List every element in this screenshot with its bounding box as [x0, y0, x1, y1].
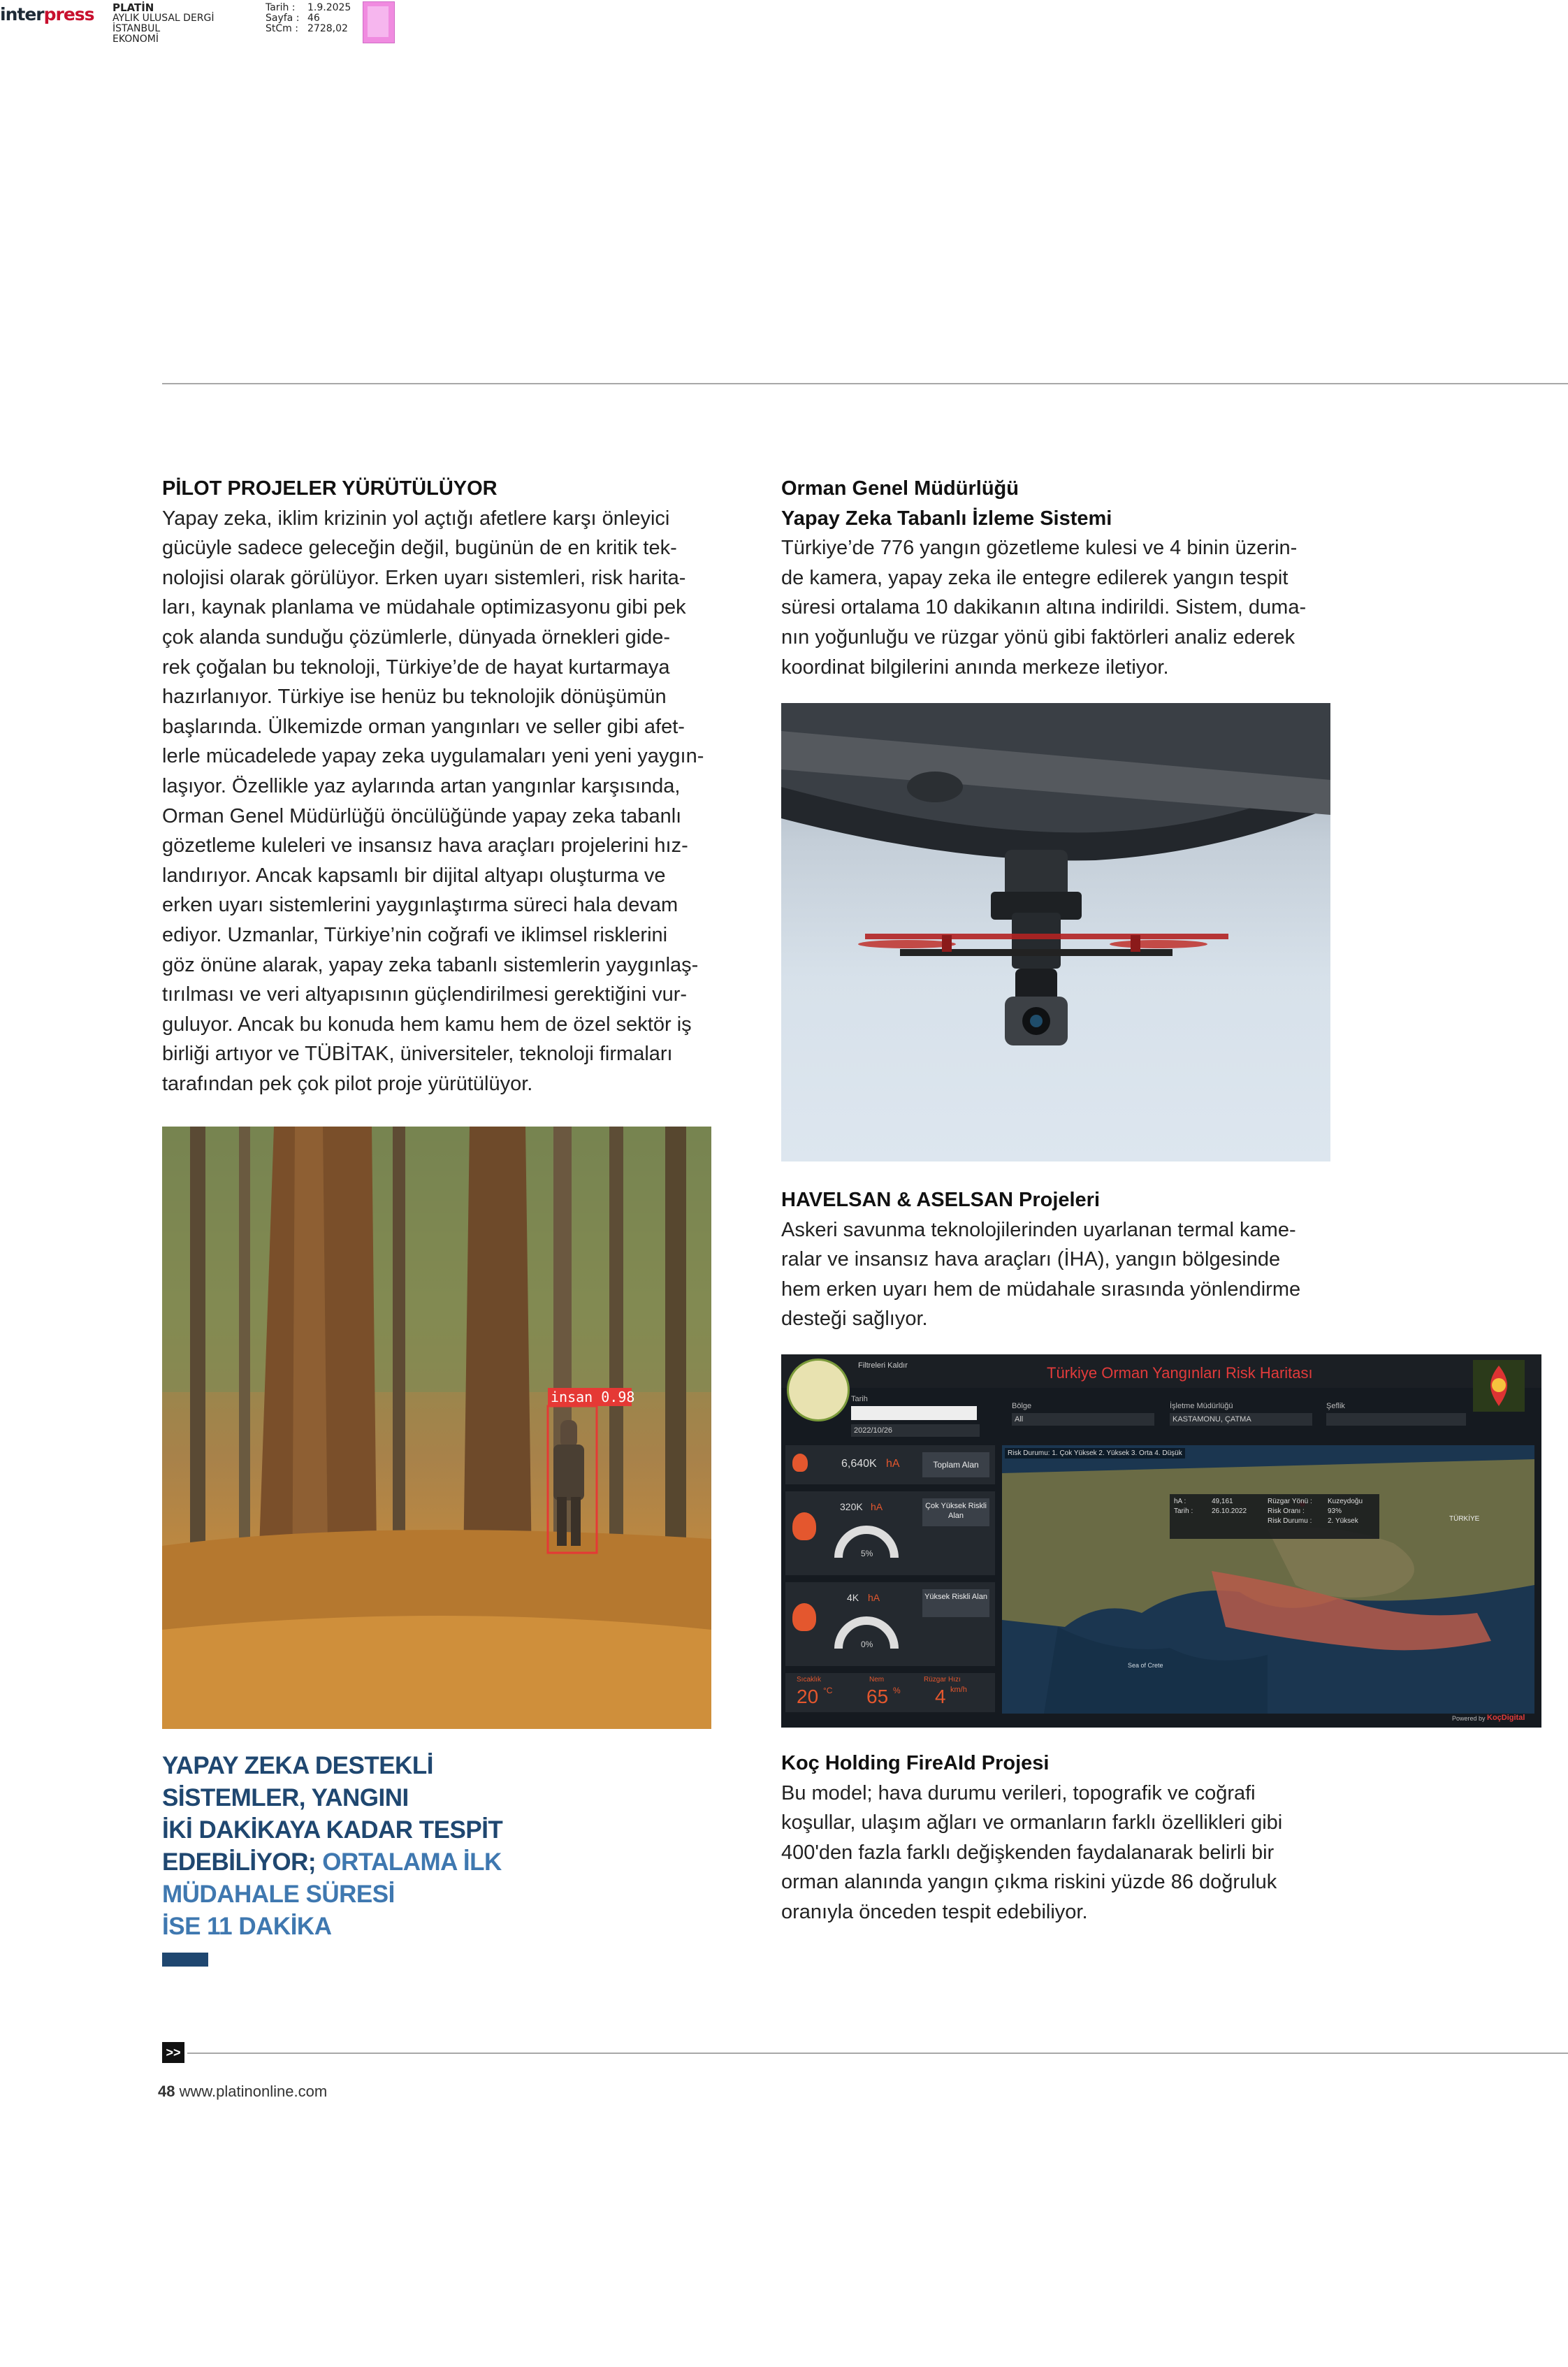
detection-label: insan 0.98 — [551, 1389, 635, 1405]
stcm-label: StCm : — [266, 23, 298, 34]
text-line: Yapay zeka, iklim krizinin yol açtığı afetlere karşı önleyici — [162, 507, 670, 530]
date-filter-label: Tarih — [851, 1395, 868, 1403]
text-line: ralar ve insansız hava araçları (İHA), yangın bölgesinde — [781, 1248, 1281, 1271]
date-filter-input[interactable] — [851, 1406, 977, 1420]
left-article-column — [162, 474, 714, 1099]
drone-illustration — [781, 703, 1330, 1161]
ogm-body-text — [781, 533, 1340, 682]
text-line: orman alanında yangın çıkma riskini yüzde 86 doğruluk — [781, 1871, 1277, 1894]
ogm-section — [781, 474, 1340, 682]
text-line: başlarında. Ülkemizde orman yangınları ve seller gibi afet- — [162, 715, 685, 738]
text-line: gözetleme kuleleri ve insansız hava araçları projelerini hız- — [162, 834, 688, 857]
clipping-meta-labels — [266, 3, 299, 34]
page-label: Sayfa : — [266, 13, 300, 24]
fire-icon — [792, 1603, 816, 1631]
fire-icon — [792, 1512, 816, 1540]
text-line: de kamera, yapay zeka ile entegre edilerek yangın tespit — [781, 566, 1288, 589]
filters-clear[interactable]: Filtreleri Kaldır — [858, 1361, 908, 1370]
koc-section — [781, 1749, 1340, 1927]
page-value: 46 — [307, 13, 320, 24]
text-line: tarafından pek çok pilot proje yürütülüyor. — [162, 1072, 533, 1095]
text-line: lerle mücadelede yapay zeka uygulamaları yeni yeni yaygın- — [162, 745, 704, 768]
page-thumbnail — [363, 1, 395, 43]
text-line: oranıyla önceden tespit edebiliyor. — [781, 1900, 1088, 1923]
text-line: ları, kaynak planlama ve müdahale optimizasyonu gibi pek — [162, 596, 686, 619]
text-line: çok alanda sunduğu çözümlerle, dünyada örnekleri gide- — [162, 625, 671, 649]
page-number: 48 — [158, 2083, 175, 2100]
havelsan-body-text — [781, 1215, 1340, 1334]
date-filter-value[interactable]: 2022/10/26 — [851, 1424, 980, 1437]
footer-rule — [187, 2053, 1568, 2054]
date-value: 1.9.2025 — [307, 2, 351, 13]
text-line: hem erken uyarı hem de müdahale sırasında yönlendirme — [781, 1277, 1301, 1301]
weather-strip: Sıcaklık 20 °C Nem 65 % Rüzgar Hızı 4 km/h — [785, 1673, 995, 1712]
stat-high-risk: 4K hA 0% Yüksek Riskli Alan — [785, 1582, 995, 1666]
satellite-map[interactable] — [1002, 1445, 1534, 1714]
region-filter-label: Bölge — [1012, 1402, 1032, 1410]
clipping-publication-info — [112, 3, 215, 45]
top-rule — [162, 383, 1568, 384]
ogm-heading-line1: Orman Genel Müdürlüğü — [781, 477, 1019, 500]
publication-name: PLATİN — [112, 1, 154, 14]
section-heading-pilot: PİLOT PROJELER YÜRÜTÜLÜYOR — [162, 477, 498, 500]
kocdigital-brand: KoçDigital — [1487, 1714, 1525, 1722]
text-line: ediyor. Uzmanlar, Türkiye’nin coğrafi ve iklimsel risklerini — [162, 923, 668, 946]
text-line: süresi ortalama 10 dakikanın altına indirildi. Sistem, duma- — [781, 596, 1307, 619]
footer-page-info — [158, 2083, 327, 2101]
text-line: gücüyle sadece geleceğin değil, bugünün de en kritik tek- — [162, 537, 677, 560]
risk-map-dashboard — [781, 1354, 1541, 1728]
dashboard-title: Türkiye Orman Yangınları Risk Haritası — [1047, 1364, 1313, 1382]
region-filter[interactable]: All — [1012, 1413, 1154, 1426]
risk-legend: Risk Durumu: 1. Çok Yüksek 2. Yüksek 3. Orta 4. Düşük — [1005, 1448, 1185, 1458]
koc-heading: Koç Holding FireAId Projesi — [781, 1752, 1050, 1774]
directorate-filter-label: İşletme Müdürlüğü — [1170, 1402, 1233, 1410]
left-body-text — [162, 504, 714, 1099]
date-label: Tarih : — [266, 2, 296, 13]
fire-icon — [792, 1454, 808, 1472]
pull-quote-accent-bar — [162, 1953, 208, 1967]
fire-map-icon — [1473, 1360, 1525, 1412]
havelsan-section — [781, 1185, 1340, 1334]
text-line: nolojisi olarak görülüyor. Erken uyarı sistemleri, risk harita- — [162, 566, 686, 589]
text-line: guluyor. Ancak bu konuda hem kamu hem de özel sektör iş — [162, 1013, 692, 1036]
forest-detection-photo — [162, 1127, 711, 1729]
district-filter-label: Şeflik — [1326, 1402, 1345, 1410]
publication-type: AYLIK ULUSAL DERGİ — [112, 13, 215, 24]
district-filter[interactable] — [1326, 1413, 1466, 1426]
stcm-value: 2728,02 — [307, 23, 348, 34]
text-line: koordinat bilgilerini anında merkeze iletiyor. — [781, 656, 1169, 679]
text-line: desteği sağlıyor. — [781, 1308, 928, 1331]
footer-arrow-tag: >> — [162, 2042, 184, 2063]
website-link[interactable]: www.platinonline.com — [179, 2083, 328, 2100]
text-line: göz önüne alarak, yapay zeka tabanlı sistemlerin yaygınlaş- — [162, 953, 699, 976]
text-line: 400'den fazla farklı değişkenden faydalanarak belirli bir — [781, 1841, 1275, 1864]
directorate-filter[interactable]: KASTAMONU, ÇATMA — [1170, 1413, 1312, 1426]
text-line: erken uyarı sistemlerini yaygınlaştırma süreci hala devam — [162, 894, 678, 917]
text-line: rek çoğalan bu teknoloji, Türkiye’de de hayat kurtarmaya — [162, 656, 670, 679]
stat-very-high-risk: 320K hA 5% Çok Yüksek Riskli Alan — [785, 1491, 995, 1575]
text-line: Askeri savunma teknolojilerinden uyarlanan termal kame- — [781, 1218, 1296, 1241]
text-line: tırılması ve veri altyapısının güçlendirilmesi gerektiğini vur- — [162, 983, 688, 1006]
text-line: nın yoğunluğu ve rüzgar yönü gibi faktörleri analiz ederek — [781, 625, 1295, 649]
text-line: hazırlanıyor. Türkiye ise henüz bu teknolojik dönüşümün — [162, 686, 667, 709]
interpress-logo: interpress — [0, 4, 94, 24]
map-popup: hA : 49,161 Tarih : 26.10.2022 Rüzgar Yönü : Kuzeydoğu Risk Oranı : 93% Risk Durumu : 2. Yüksek — [1170, 1494, 1379, 1539]
text-line: Orman Genel Müdürlüğü öncülüğünde yapay zeka tabanlı — [162, 804, 682, 827]
pull-quote: YAPAY ZEKA DESTEKLİ SİSTEMLER, YANGINI İKİ DAKİKAYA KADAR TESPİT EDEBİLİYOR; ORTALAMA İLK MÜDAHALE SÜRESİ İSE 11 DAKİKA — [162, 1752, 503, 1940]
koc-body-text — [781, 1779, 1340, 1927]
text-line: koşullar, ulaşım ağları ve ormanların farklı özellikleri gibi — [781, 1811, 1283, 1834]
text-line: Türkiye’de 776 yangın gözetleme kulesi ve 4 binin üzerin- — [781, 537, 1298, 560]
forest-illustration — [162, 1127, 711, 1729]
powered-by: Powered by — [1452, 1715, 1486, 1722]
text-line: landırıyor. Ancak kapsamlı bir dijital altyapı oluşturma ve — [162, 864, 666, 887]
publication-category: EKONOMİ — [112, 34, 159, 45]
ogm-emblem — [787, 1359, 850, 1421]
stat-total-area: 6,640K hA Toplam Alan — [785, 1445, 995, 1484]
ogm-heading-line2: Yapay Zeka Tabanlı İzleme Sistemi — [781, 507, 1112, 530]
havelsan-heading: HAVELSAN & ASELSAN Projeleri — [781, 1189, 1101, 1211]
map-illustration — [1002, 1445, 1534, 1714]
text-line: birliği artıyor ve TÜBİTAK, üniversiteler, teknoloji firmaları — [162, 1043, 673, 1066]
publication-city: İSTANBUL — [112, 23, 161, 34]
text-line: laşıyor. Özellikle yaz aylarında artan yangınlar karşısında, — [162, 774, 681, 797]
text-line: Bu model; hava durumu verileri, topografik ve coğrafi — [781, 1781, 1256, 1804]
clipping-meta-values — [307, 3, 351, 34]
drone-photo — [781, 703, 1330, 1161]
country-label: TÜRKİYE — [1449, 1515, 1480, 1523]
sea-label: Sea of Crete — [1128, 1662, 1163, 1669]
